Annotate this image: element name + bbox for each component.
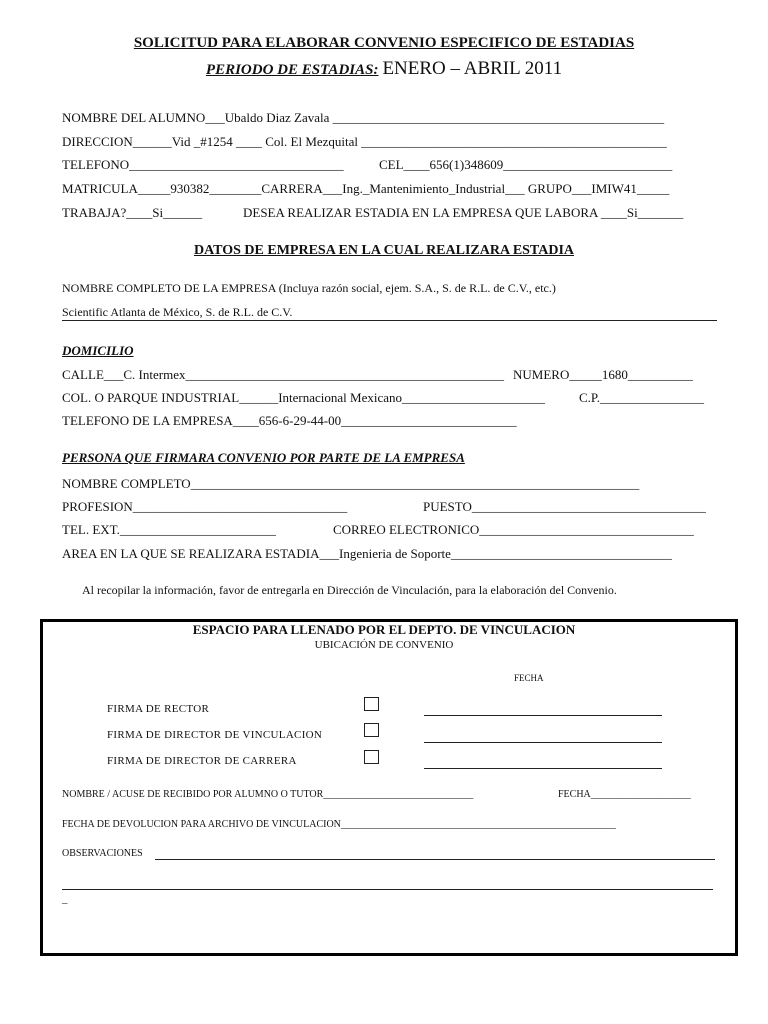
street-number-field[interactable]: NUMERO_____1680__________ xyxy=(513,367,693,382)
signer-position-field[interactable]: PUESTO____________________________________ xyxy=(423,499,706,514)
postal-code-field[interactable]: C.P.________________ xyxy=(579,390,704,405)
vinculacion-director-signature-date-line[interactable] xyxy=(424,742,662,743)
signer-email-field[interactable]: CORREO ELECTRONICO_________________________________ xyxy=(333,522,694,537)
office-box-title: ESPACIO PARA LLENADO POR EL DEPTO. DE VINCULACION xyxy=(192,622,576,637)
company-name-value[interactable]: Scientific Atlanta de México, S. de R.L. de C.V. xyxy=(62,305,293,319)
company-section-title: DATOS DE EMPRESA EN LA CUAL REALIZARA ESTADIA xyxy=(193,243,575,258)
company-phone-field[interactable]: TELEFONO DE LA EMPRESA____656-6-29-44-00___________________________ xyxy=(62,413,517,428)
period-heading xyxy=(0,58,768,80)
rector-signature-label: FIRMA DE RECTOR xyxy=(107,703,210,715)
trailing-dash: – xyxy=(62,897,68,909)
student-cel-field[interactable]: CEL____656(1)348609__________________________ xyxy=(379,157,673,172)
street-field[interactable]: CALLE___C. Intermex_________________________________________________ xyxy=(62,367,504,382)
rector-signature-date-line[interactable] xyxy=(424,715,662,716)
return-date-field[interactable]: FECHA DE DEVOLUCION PARA ARCHIVO DE VINCULACION_______________________________________________________ xyxy=(62,819,616,830)
career-director-signature-label: FIRMA DE DIRECTOR DE CARRERA xyxy=(107,755,297,767)
vinculacion-director-signature-label: FIRMA DE DIRECTOR DE VINCULACION xyxy=(107,729,323,741)
student-phone-field[interactable]: TELEFONO_________________________________ xyxy=(62,157,344,172)
stadia-area-field[interactable]: AREA EN LA QUE SE REALIZARA ESTADIA___Ingenieria de Soporte__________________________________ xyxy=(62,546,672,561)
period-value: ENERO – ABRIL 2011 xyxy=(382,58,563,79)
domicile-heading: DOMICILIO xyxy=(62,343,134,358)
date-column-header: FECHA xyxy=(514,673,544,683)
career-director-signature-checkbox[interactable] xyxy=(364,750,379,764)
colonia-field[interactable]: COL. O PARQUE INDUSTRIAL______Internacional Mexicano______________________ xyxy=(62,390,545,405)
form-title: SOLICITUD PARA ELABORAR CONVENIO ESPECIFICO DE ESTADIAS xyxy=(133,35,635,51)
vinculacion-director-signature-checkbox[interactable] xyxy=(364,723,379,737)
delivery-note: Al recopilar la información, favor de entregarla en Dirección de Vinculación, para la elaboración del Convenio. xyxy=(82,583,617,597)
student-id-field[interactable]: MATRICULA_____930382________CARRERA___Ing._Mantenimiento_Industrial___ GRUPO___IMIW41_____ xyxy=(62,181,670,196)
company-name-underline xyxy=(62,320,717,321)
student-address-field[interactable]: DIRECCION______Vid _#1254 ____ Col. El Mezquital _______________________________________________ xyxy=(62,134,667,149)
observations-label: OBSERVACIONES xyxy=(62,848,143,859)
career-director-signature-date-line[interactable] xyxy=(424,768,662,769)
works-field[interactable]: TRABAJA?____Si______ xyxy=(62,205,203,220)
student-name-field[interactable]: NOMBRE DEL ALUMNO___Ubaldo Diaz Zavala ___________________________________________________ xyxy=(62,110,665,125)
rector-signature-checkbox[interactable] xyxy=(364,697,379,711)
stadia-at-work-field[interactable]: DESEA REALIZAR ESTADIA EN LA EMPRESA QUE LABORA ____Si_______ xyxy=(243,205,684,220)
office-use-box xyxy=(40,619,738,956)
observations-line-2[interactable] xyxy=(62,889,713,890)
agreement-location-label: UBICACIÓN DE CONVENIO xyxy=(314,639,454,651)
observations-line-1[interactable] xyxy=(155,859,715,860)
signer-profession-field[interactable]: PROFESION_________________________________ xyxy=(62,499,348,514)
signer-name-field[interactable]: NOMBRE COMPLETO_____________________________________________________________________ xyxy=(62,476,640,491)
company-name-label: NOMBRE COMPLETO DE LA EMPRESA (Incluya razón social, ejem. S.A., S. de R.L. de C.V., etc.) xyxy=(62,281,556,295)
receipt-date-field[interactable]: FECHA____________________ xyxy=(558,789,691,800)
receipt-field[interactable]: NOMBRE / ACUSE DE RECIBIDO POR ALUMNO O TUTOR______________________________ xyxy=(62,789,474,800)
signer-section-title: PERSONA QUE FIRMARA CONVENIO POR PARTE DE LA EMPRESA xyxy=(62,450,465,465)
signer-phone-ext-field[interactable]: TEL. EXT.________________________ xyxy=(62,522,276,537)
period-label: PERIODO DE ESTADIAS: xyxy=(205,62,379,78)
